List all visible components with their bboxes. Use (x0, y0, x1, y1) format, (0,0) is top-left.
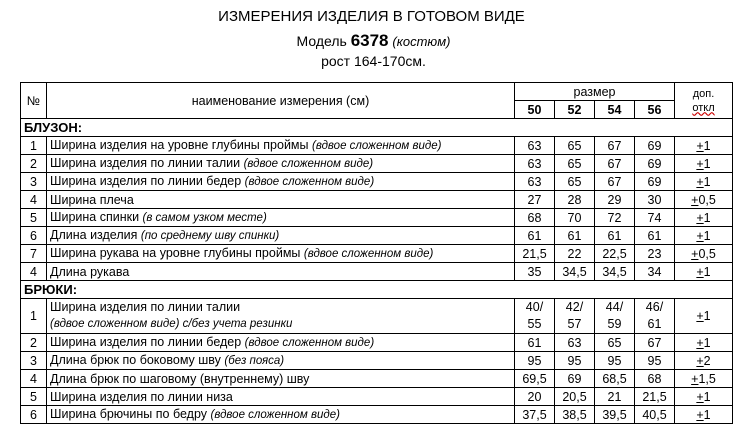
measurement-name (47, 370, 515, 388)
row-number: 6 (21, 227, 47, 245)
table-row (21, 370, 733, 388)
tolerance (675, 334, 733, 352)
measurement-hint: (вдвое сложенном виде) (244, 337, 375, 349)
table-row (21, 173, 733, 191)
row-number: 4 (21, 370, 47, 388)
value-52: 61 (555, 227, 595, 245)
tolerance-value: 1 (703, 264, 711, 279)
table-row (21, 191, 733, 209)
measurement-name-text: Длина изделия (50, 228, 141, 242)
value-54: 39,5 (595, 406, 635, 424)
tolerance-sign: + (696, 407, 704, 422)
row-number: 1 (21, 137, 47, 155)
tolerance (675, 137, 733, 155)
model-number: 6378 (350, 31, 389, 50)
value-54: 68,5 (595, 370, 635, 388)
value-54: 34,5 (595, 263, 635, 281)
measurement-name-text: Ширина изделия на уровне глубины проймы (50, 138, 312, 152)
measurements-table (20, 82, 733, 424)
value-56: 67 (635, 334, 675, 352)
tolerance-sign: + (696, 389, 704, 404)
measurement-name-text: Ширина рукава на уровне глубины проймы (50, 246, 304, 260)
tolerance-value: 0,5 (698, 192, 716, 207)
value-top: 40/ (525, 300, 544, 314)
value-50: 20 (515, 388, 555, 406)
table-row (21, 137, 733, 155)
tolerance-sign: + (696, 335, 704, 350)
tolerance-value: 1,5 (698, 371, 716, 386)
tolerance (675, 173, 733, 191)
tolerance-value: 2 (703, 353, 711, 368)
value-54: 29 (595, 191, 635, 209)
table-row (21, 406, 733, 424)
table-row (21, 388, 733, 406)
table-row (21, 227, 733, 245)
value-50: 61 (515, 334, 555, 352)
measurement-name-text: Ширина изделия по линии низа (50, 389, 233, 404)
measurement-name (47, 209, 515, 227)
measurement-name-text: Длина брюк по боковому шву (50, 353, 225, 367)
value-52: 20,5 (555, 388, 595, 406)
tolerance-value: 1 (703, 335, 711, 350)
col-dop-line1: доп. (692, 87, 715, 100)
tolerance-sign: + (696, 309, 704, 323)
value-52: 70 (555, 209, 595, 227)
value-50: 35 (515, 263, 555, 281)
value-54: 72 (595, 209, 635, 227)
value-52: 63 (555, 334, 595, 352)
measurement-name (47, 137, 515, 155)
tolerance (675, 227, 733, 245)
tolerance-value: 1 (703, 407, 711, 422)
value-56: 40,5 (635, 406, 675, 424)
height-line: рост 164-170см. (321, 53, 426, 69)
value-50: 68 (515, 209, 555, 227)
measurement-hint: (вдвое сложенном виде) (243, 158, 374, 170)
measurement-hint: (без пояса) (224, 355, 285, 367)
value-54: 95 (595, 352, 635, 370)
measurement-name-text: Ширина плеча (50, 192, 134, 207)
tolerance-sign: + (691, 246, 699, 261)
value-56 (635, 299, 675, 334)
value-52: 38,5 (555, 406, 595, 424)
value-50: 95 (515, 352, 555, 370)
tolerance-value: 1 (703, 228, 711, 243)
value-54: 22,5 (595, 245, 635, 263)
tolerance-value: 1 (703, 309, 711, 323)
page-title: ИЗМЕРЕНИЯ ИЗДЕЛИЯ В ГОТОВОМ ВИДЕ (218, 8, 525, 25)
col-name-header: наименование измерения (см) (47, 83, 515, 119)
value-52: 28 (555, 191, 595, 209)
row-number: 7 (21, 245, 47, 263)
measurement-name-text: Ширина изделия по линии бедер (50, 335, 245, 349)
measurement-hint: (в самом узком месте) (142, 212, 267, 224)
section-blouse-title: БЛУЗОН: (21, 119, 733, 137)
measurement-name (47, 155, 515, 173)
value-50: 69,5 (515, 370, 555, 388)
row-number: 2 (21, 334, 47, 352)
value-52: 65 (555, 173, 595, 191)
measurement-name-text: Длина брюк по шаговому (внутреннему) шву (50, 371, 310, 386)
value-56: 68 (635, 370, 675, 388)
tolerance-value: 0,5 (698, 246, 716, 261)
value-bottom: 57 (567, 317, 582, 331)
measurement-hint: (вдвое сложенном виде) (210, 409, 340, 421)
value-56: 61 (635, 227, 675, 245)
value-54: 67 (595, 173, 635, 191)
table-row (21, 352, 733, 370)
value-50 (515, 299, 555, 334)
table-row (21, 245, 733, 263)
tolerance (675, 299, 733, 334)
col-size-header: размер (515, 83, 675, 101)
tolerance (675, 209, 733, 227)
table-row (21, 209, 733, 227)
table-row (21, 263, 733, 281)
tolerance (675, 406, 733, 424)
section-blouse-row (21, 119, 733, 137)
value-52 (555, 299, 595, 334)
value-56: 34 (635, 263, 675, 281)
value-50: 27 (515, 191, 555, 209)
measurement-name-text: Ширина изделия по линии бедер (50, 174, 245, 188)
value-52: 65 (555, 155, 595, 173)
tolerance-value: 1 (703, 156, 711, 171)
col-dop-header (675, 83, 733, 119)
measurement-hint: (вдвое сложенном виде) (244, 176, 375, 188)
model-kind: (костюм) (392, 34, 451, 49)
col-no-header: № (21, 83, 47, 119)
tolerance-sign: + (696, 174, 704, 189)
value-56: 69 (635, 173, 675, 191)
measurement-name-text: Ширина изделия по линии талии (50, 156, 244, 170)
section-trousers-row (21, 281, 733, 299)
measurement-name (47, 352, 515, 370)
measurement-name (47, 388, 515, 406)
row-number: 2 (21, 155, 47, 173)
tolerance-value: 1 (703, 138, 711, 153)
header-row-top (21, 83, 733, 101)
measurement-hint: (вдвое сложенном виде) (311, 140, 442, 152)
value-52: 65 (555, 137, 595, 155)
tolerance-sign: + (691, 192, 699, 207)
tolerance-value: 1 (703, 174, 711, 189)
value-52: 69 (555, 370, 595, 388)
value-52: 22 (555, 245, 595, 263)
measurement-name (47, 299, 515, 334)
model-label: Модель (296, 33, 347, 49)
row-number: 6 (21, 406, 47, 424)
measurement-hint: (вдвое сложенном виде) с/без учета резинки (50, 318, 293, 330)
value-54 (595, 299, 635, 334)
size-header-52: 52 (555, 101, 595, 119)
value-top: 44/ (605, 300, 624, 314)
tolerance (675, 263, 733, 281)
value-56: 21,5 (635, 388, 675, 406)
tolerance-value: 1 (703, 210, 711, 225)
value-52: 34,5 (555, 263, 595, 281)
row-number: 4 (21, 263, 47, 281)
value-54: 67 (595, 137, 635, 155)
size-header-54: 54 (595, 101, 635, 119)
tolerance (675, 370, 733, 388)
table-row (21, 334, 733, 352)
value-56: 23 (635, 245, 675, 263)
value-50: 63 (515, 137, 555, 155)
value-50: 37,5 (515, 406, 555, 424)
value-56: 30 (635, 191, 675, 209)
measurement-name-text: Ширина брючины по бедру (50, 407, 211, 421)
value-bottom: 55 (527, 317, 542, 331)
row-number: 3 (21, 173, 47, 191)
measurement-hint: (вдвое сложенном виде) (303, 248, 434, 260)
measurement-name-line1: Ширина изделия по линии талии (50, 300, 241, 314)
tolerance-value: 1 (703, 389, 711, 404)
tolerance-sign: + (696, 138, 704, 153)
table-row (21, 155, 733, 173)
value-56: 69 (635, 137, 675, 155)
value-56: 74 (635, 209, 675, 227)
measurement-name-text: Длина рукава (50, 264, 130, 279)
value-50: 21,5 (515, 245, 555, 263)
value-50: 63 (515, 173, 555, 191)
value-56: 95 (635, 352, 675, 370)
measurement-name (47, 173, 515, 191)
tolerance (675, 388, 733, 406)
row-number: 5 (21, 388, 47, 406)
row-number: 5 (21, 209, 47, 227)
measurement-name (47, 334, 515, 352)
measurements-body (21, 83, 733, 424)
section-trousers-title: БРЮКИ: (21, 281, 733, 299)
measurement-name (47, 263, 515, 281)
value-top: 42/ (565, 300, 584, 314)
measurement-name-text: Ширина спинки (50, 210, 143, 224)
measurement-name (47, 406, 515, 424)
size-header-50: 50 (515, 101, 555, 119)
model-line (0, 31, 747, 51)
tolerance (675, 352, 733, 370)
measurement-name (47, 227, 515, 245)
tolerance (675, 191, 733, 209)
row-number: 4 (21, 191, 47, 209)
value-56: 69 (635, 155, 675, 173)
tolerance-sign: + (696, 264, 704, 279)
col-dop-line2: откл (692, 101, 715, 114)
size-header-56: 56 (635, 101, 675, 119)
tolerance-sign: + (696, 228, 704, 243)
value-52: 95 (555, 352, 595, 370)
tolerance-sign: + (691, 371, 699, 386)
value-54: 65 (595, 334, 635, 352)
value-top: 46/ (645, 300, 664, 314)
table-row (21, 299, 733, 334)
value-bottom: 59 (607, 317, 622, 331)
tolerance-sign: + (696, 156, 704, 171)
tolerance-sign: + (696, 210, 704, 225)
row-number: 3 (21, 352, 47, 370)
value-bottom: 61 (647, 317, 662, 331)
value-54: 67 (595, 155, 635, 173)
tolerance (675, 155, 733, 173)
row-number: 1 (21, 299, 47, 334)
tolerance-sign: + (696, 353, 704, 368)
measurement-hint: (по среднему шву спинки) (140, 230, 280, 242)
measurement-name (47, 191, 515, 209)
value-54: 21 (595, 388, 635, 406)
value-50: 61 (515, 227, 555, 245)
tolerance (675, 245, 733, 263)
measurement-name (47, 245, 515, 263)
value-50: 63 (515, 155, 555, 173)
value-54: 61 (595, 227, 635, 245)
